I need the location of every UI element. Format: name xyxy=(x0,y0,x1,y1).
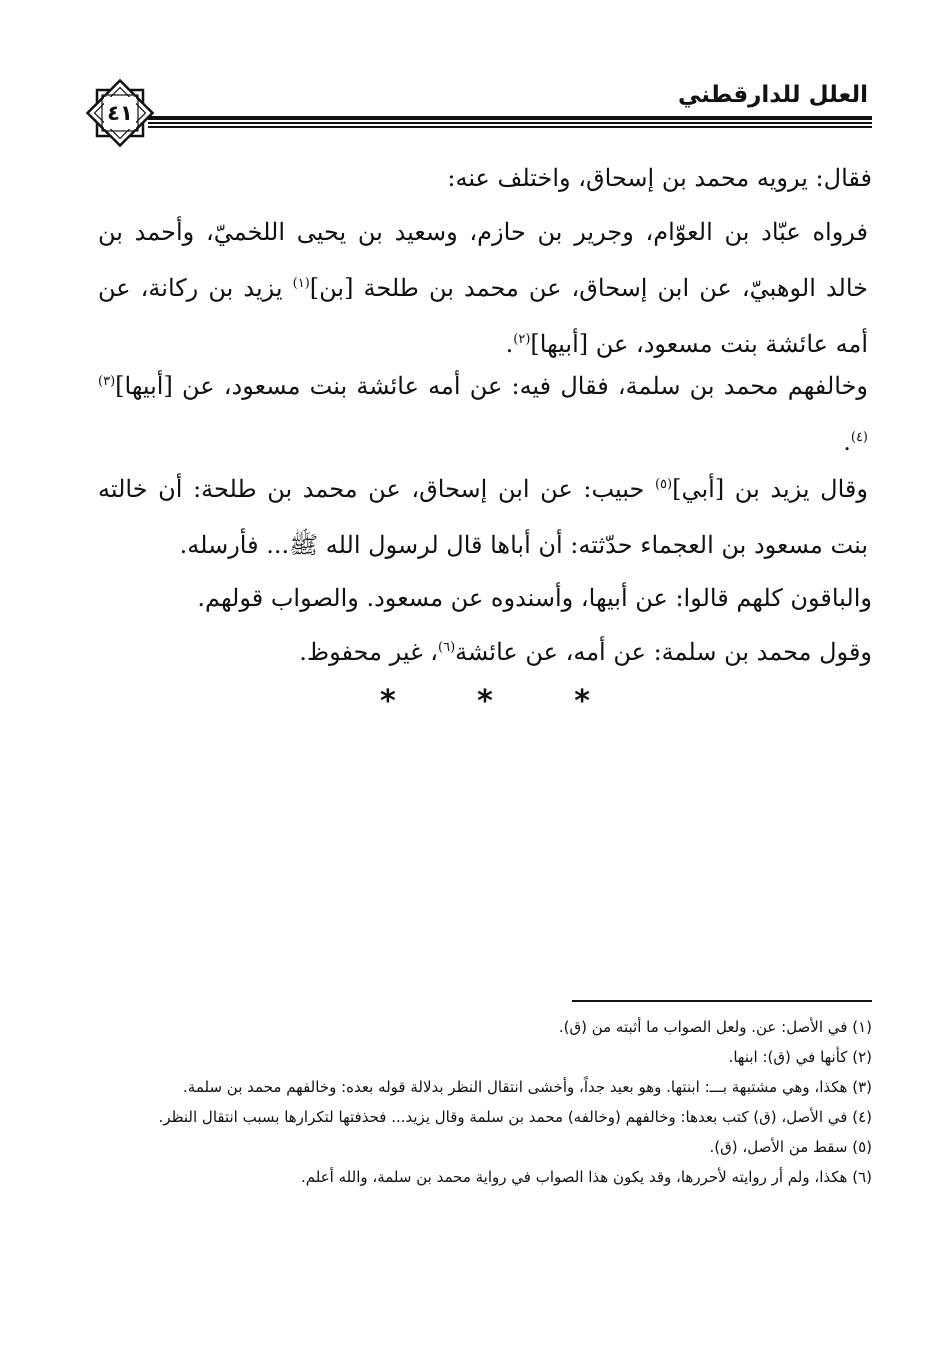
footnote-ref[interactable]: (٥) xyxy=(654,477,673,492)
paragraph-text: وقال يزيد بن [أبي] xyxy=(672,475,868,503)
paragraph-text: فقال: يرويه محمد بن إسحاق، واختلف عنه: xyxy=(447,164,872,192)
paragraph-text: وقول محمد بن سلمة: عن أمه، عن عائشة xyxy=(455,638,872,666)
paragraph xyxy=(102,570,872,626)
paragraph xyxy=(102,150,872,206)
section-divider xyxy=(380,682,590,722)
paragraph-text: يزيد بن ركانة، عن أمه عائشة بنت مسعود، عن [أبيها] xyxy=(98,274,868,358)
paragraph-text: . xyxy=(843,428,851,456)
paragraph-text: والباقون كلهم قالوا: عن أبيها، وأسندوه عن مسعود. والصواب قولهم. xyxy=(197,584,872,612)
paragraph xyxy=(98,358,868,470)
footnote: (٤) في الأصل، (ق) كتب بعدها: وخالفهم (وخالفه) محمد بن سلمة وقال يزيد... فحذفتها لتكرارها بسبب انتقال النظر. xyxy=(158,1108,872,1126)
paragraph-text: وخالفهم محمد بن سلمة، فقال فيه: عن أمه عائشة بنت مسعود، عن [أبيها] xyxy=(115,372,868,400)
footnote-ref[interactable]: (٢) xyxy=(513,332,531,347)
running-title: العلل للدارقطني xyxy=(678,82,868,108)
header-rule-thick xyxy=(148,116,872,120)
page-number-badge xyxy=(82,75,158,151)
header-rule-thin xyxy=(148,126,872,128)
paragraph-text: حبيب: عن ابن إسحاق، عن محمد بن طلحة: أن خالته بنت مسعود بن العجماء حدّثته: أن أباها قال لرسول الله ﷺ... فأرسله. xyxy=(98,475,868,559)
paragraph xyxy=(98,461,868,573)
footnote: (٣) هكذا، وهي مشتبهة بـــ: ابنتها. وهو بعيد جداً، وأخشى انتقال النظر بدلالة قوله بعده: وخالفهم محمد بن سلمة. xyxy=(183,1078,872,1096)
footnote-separator xyxy=(572,1000,872,1002)
footnote-ref[interactable]: (٣)(٤) xyxy=(98,374,868,445)
footnote-list xyxy=(92,1018,872,1198)
footnote-ref[interactable]: (١) xyxy=(292,276,310,291)
header-rule-thin xyxy=(148,122,872,124)
asterisk-ornament: * xyxy=(574,684,590,719)
footnote: (١) في الأصل: عن. ولعل الصواب ما أثبته من (ق). xyxy=(558,1018,872,1036)
page-number: ٤١ xyxy=(107,101,133,125)
footnote: (٦) هكذا، ولم أر روايته لأحررها، وقد يكون هذا الصواب في رواية محمد بن سلمة، والله أعلم. xyxy=(301,1168,872,1186)
paragraph xyxy=(102,624,872,680)
paragraph xyxy=(98,204,868,372)
paragraph-text: . xyxy=(505,330,514,358)
paragraph-text: ، غير محفوظ. xyxy=(299,638,438,666)
paragraph-text: فرواه عبّاد بن العوّام، وجرير بن حازم، وسعيد بن يحيى اللخميّ، وأحمد بن خالد الوهبيّ، عن ابن إسحاق، عن محمد بن طلحة [بن] xyxy=(98,218,869,302)
footnote: (٥) سقط من الأصل، (ق). xyxy=(709,1138,872,1156)
asterisk-ornament: * xyxy=(380,684,396,719)
asterisk-ornament: * xyxy=(477,684,493,719)
footnote: (٢) كأنها في (ق): ابنها. xyxy=(728,1048,872,1066)
footnote-ref[interactable]: (٦) xyxy=(438,640,456,655)
